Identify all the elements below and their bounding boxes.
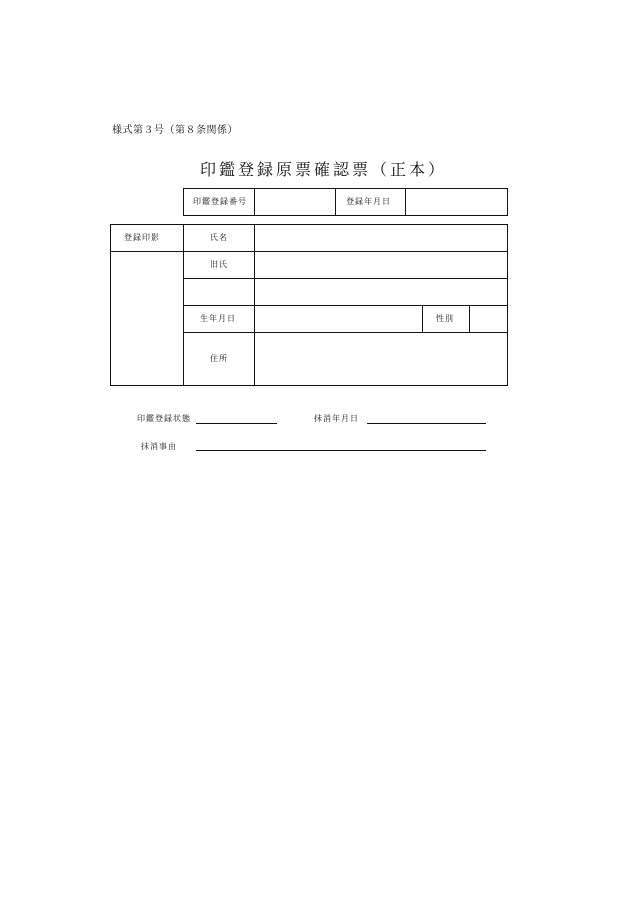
cancellation-date-field[interactable]	[367, 411, 486, 423]
cancellation-date-underline	[367, 423, 486, 424]
cancellation-reason-field[interactable]	[196, 438, 486, 450]
address-label: 住所	[210, 354, 228, 363]
registration-number-field[interactable]	[256, 190, 334, 214]
seal-status-underline	[196, 423, 277, 424]
registration-date-field[interactable]	[407, 190, 506, 214]
cancellation-reason-underline	[196, 450, 486, 451]
name-field[interactable]	[256, 226, 506, 250]
gender-label: 性別	[436, 314, 454, 323]
name-label: 氏名	[210, 233, 228, 242]
gender-field[interactable]	[471, 307, 506, 331]
birth-date-label: 生年月日	[200, 314, 236, 323]
seal-status-label: 印鑑登録状態	[137, 414, 191, 423]
extra-row-field[interactable]	[256, 280, 506, 304]
birth-date-field[interactable]	[256, 307, 421, 331]
registration-date-label: 登録年月日	[346, 197, 391, 206]
seal-status-field[interactable]	[196, 411, 277, 423]
form-number: 様式第３号（第８条関係）	[112, 125, 238, 136]
document-title: 印鑑登録原票確認票（正本）	[200, 160, 448, 179]
cancellation-reason-label: 抹消事由	[141, 442, 177, 451]
seal-impression-area	[111, 252, 182, 385]
cancellation-date-label: 抹消年月日	[314, 414, 359, 423]
registration-number-label: 印鑑登録番号	[193, 197, 247, 206]
address-field[interactable]	[256, 334, 506, 384]
former-name-field[interactable]	[256, 253, 506, 277]
former-name-label: 旧氏	[210, 260, 228, 269]
seal-impression-label: 登録印影	[124, 233, 160, 242]
